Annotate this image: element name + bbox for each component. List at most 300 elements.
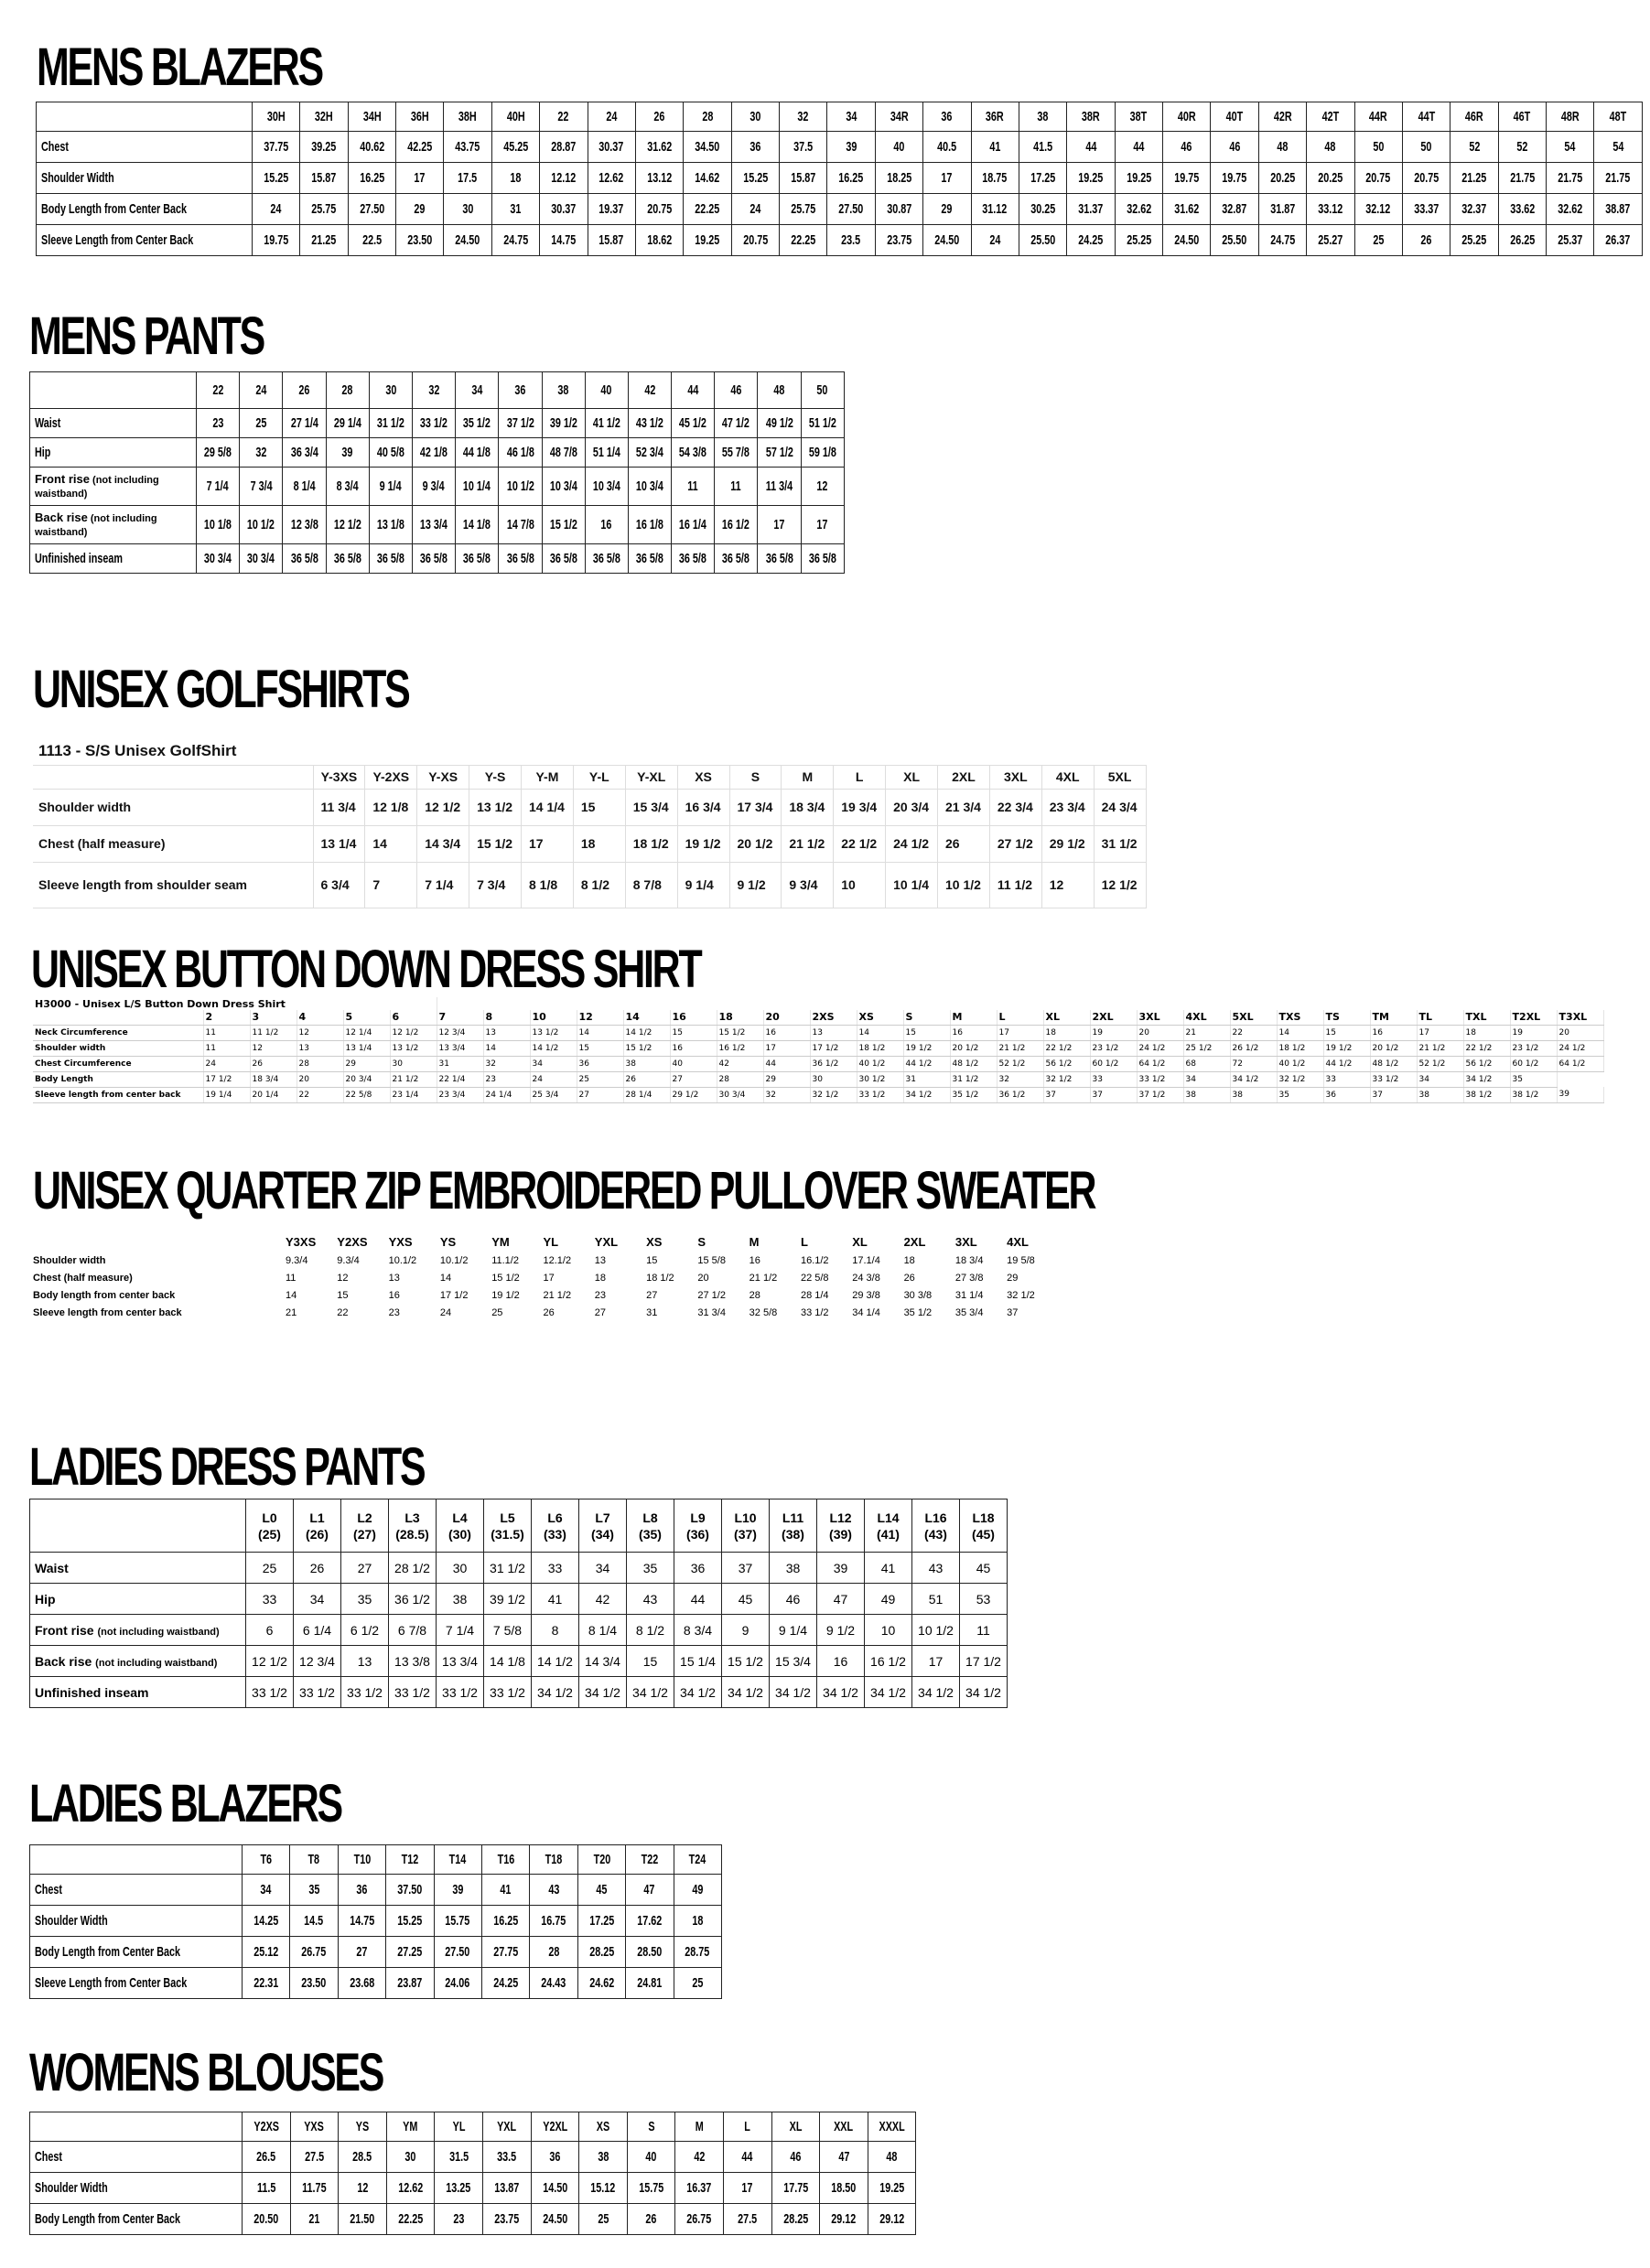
row-label: Shoulder width: [33, 789, 313, 825]
header-row: [30, 1845, 722, 1875]
value-cell: 15: [903, 1025, 950, 1040]
value-cell-text: 17.25: [588, 1913, 614, 1929]
dress-shirt-table: [33, 997, 1604, 1103]
size-header-text: 38R: [1082, 109, 1100, 124]
value-cell: [1211, 225, 1258, 256]
value-cell: [290, 2142, 339, 2173]
value-cell-text: 30 3/4: [247, 551, 275, 566]
size-header-text: 36: [941, 109, 953, 124]
size-header: [300, 102, 348, 132]
value-cell-text: 28.25: [588, 1944, 614, 1960]
value-cell-text: 29: [941, 201, 953, 217]
value-cell-text: 24.50: [1174, 232, 1200, 248]
row-label: [37, 225, 253, 256]
value-cell: 12 1/2: [417, 789, 469, 825]
value-cell: [684, 132, 731, 163]
value-cell: [369, 506, 412, 544]
value-cell: [1258, 194, 1306, 225]
value-cell: [542, 468, 585, 506]
value-cell: 21 3/4: [938, 789, 990, 825]
size-header: [912, 1499, 960, 1553]
value-cell-text: 38.87: [1605, 201, 1631, 217]
size-header: [412, 372, 455, 409]
table-title: H3000 - Unisex L/S Button Down Dress Shirt: [33, 997, 437, 1010]
value-cell: [801, 544, 844, 574]
size-header: [771, 2112, 820, 2142]
value-cell: [338, 1968, 385, 1999]
value-cell-text: 20.25: [1318, 170, 1343, 186]
value-cell: [1450, 163, 1498, 194]
value-cell-text: 30 3/4: [204, 551, 232, 566]
value-cell: 24: [439, 1306, 452, 1318]
value-cell-text: 13 1/8: [376, 517, 404, 532]
value-cell: 17 1/2: [203, 1071, 250, 1087]
value-cell: [348, 132, 395, 163]
value-cell: 22 1/4: [437, 1071, 483, 1087]
value-cell: [715, 468, 758, 506]
value-cell: 18 3/4: [954, 1254, 984, 1266]
value-cell: [290, 1937, 338, 1968]
size-header: [456, 372, 499, 409]
value-cell: 44 1/2: [903, 1056, 950, 1071]
value-cell-text: 18.25: [886, 170, 911, 186]
value-cell: 20 3/4: [886, 789, 938, 825]
row-label-text: Shoulder Width: [41, 170, 114, 186]
value-cell: [758, 544, 801, 574]
value-cell: 9: [722, 1615, 770, 1646]
row-label-text: Chest: [41, 139, 70, 155]
value-cell-text: 29 1/4: [333, 415, 361, 431]
value-cell: 17.1/4: [852, 1254, 880, 1266]
value-cell: [491, 225, 539, 256]
value-cell: 14: [439, 1272, 452, 1284]
value-cell: 26: [250, 1056, 297, 1071]
value-cell: 21 1/2: [997, 1040, 1043, 1056]
table-row: [33, 1252, 1058, 1269]
value-cell: 23 1/4: [390, 1087, 437, 1102]
value-cell: 14 3/4: [417, 825, 469, 862]
size-header-text: 40T: [1225, 109, 1244, 124]
size-header-text: Y2XS: [253, 2119, 279, 2134]
value-cell: 19: [1090, 1025, 1137, 1040]
value-cell: 34 1/2: [1230, 1071, 1277, 1087]
value-cell-text: 30.37: [599, 139, 624, 155]
size-header: Y-XS: [417, 765, 469, 789]
value-cell-text: 14 7/8: [506, 517, 534, 532]
value-cell-text: 15.75: [639, 2180, 664, 2196]
value-cell: 12 1/2: [390, 1025, 437, 1040]
value-cell: [1547, 225, 1594, 256]
value-cell-text: 41: [500, 1882, 512, 1897]
value-cell: [197, 409, 240, 438]
row-label: [30, 438, 197, 468]
value-cell-text: 39: [341, 445, 353, 460]
size-header: 3: [250, 1010, 297, 1025]
value-cell: 31 1/4: [954, 1289, 984, 1301]
value-cell: 17: [763, 1040, 810, 1056]
size-header-text: 48R: [1560, 109, 1580, 124]
value-cell: 16: [763, 1025, 810, 1040]
value-cell: [1450, 132, 1498, 163]
value-cell-text: 22.25: [398, 2211, 424, 2227]
row-label: Body length from center back: [33, 1289, 176, 1301]
row-label: Chest (half measure): [33, 1272, 133, 1284]
value-cell: [801, 409, 844, 438]
value-cell: 39 1/2: [484, 1584, 532, 1615]
value-cell: 17 1/2: [439, 1289, 469, 1301]
value-cell: [243, 2142, 291, 2173]
size-header: 4XL: [1183, 1010, 1230, 1025]
value-cell-text: 16.25: [493, 1913, 519, 1929]
value-cell: 33 1/2: [800, 1306, 829, 1318]
value-cell: 33 1/2: [389, 1677, 437, 1708]
value-cell: 27: [670, 1071, 717, 1087]
value-cell-text: 18.50: [831, 2180, 857, 2196]
size-header-text: 42: [643, 382, 655, 398]
size-header: 2XL: [903, 1234, 926, 1249]
size-header: [820, 2112, 868, 2142]
value-cell: 13: [341, 1646, 389, 1677]
size-header-text: 46T: [1513, 109, 1531, 124]
value-cell: 22 5/8: [343, 1087, 390, 1102]
value-cell: 38: [623, 1056, 670, 1071]
value-cell: 23 1/2: [1510, 1040, 1557, 1056]
value-cell-text: 48: [1324, 139, 1336, 155]
value-cell: 21: [286, 1306, 297, 1318]
value-cell-text: 54: [1564, 139, 1576, 155]
value-cell: [326, 506, 369, 544]
value-cell: [1498, 194, 1546, 225]
row-label: [30, 1937, 243, 1968]
value-cell: 16 3/4: [677, 789, 729, 825]
size-header: 20: [763, 1010, 810, 1025]
value-cell-text: 21.75: [1509, 170, 1535, 186]
value-cell: 30 1/2: [857, 1071, 903, 1087]
value-cell: [585, 468, 628, 506]
value-cell: 34 1/2: [579, 1677, 627, 1708]
value-cell: [715, 438, 758, 468]
value-cell-text: 25: [255, 415, 267, 431]
value-cell-text: 21.50: [350, 2211, 375, 2227]
value-cell-text: 30: [462, 201, 474, 217]
value-cell: 19 1/2: [491, 1289, 520, 1301]
header-corner: [33, 1231, 286, 1252]
value-cell: [715, 506, 758, 544]
size-header: [674, 1845, 721, 1875]
size-header: [437, 1499, 484, 1553]
value-cell: [588, 225, 635, 256]
value-cell-text: 10 1/2: [247, 517, 275, 532]
value-cell: [1211, 163, 1258, 194]
value-cell: [283, 409, 326, 438]
size-number: (25): [258, 1526, 281, 1542]
value-cell: 9 3/4: [782, 862, 834, 908]
value-cell: 28: [749, 1289, 760, 1301]
value-cell: [386, 2204, 435, 2235]
value-cell-text: 35 1/2: [463, 415, 491, 431]
value-cell-text: 36 5/8: [679, 551, 707, 566]
value-cell: [715, 544, 758, 574]
value-cell: [628, 438, 671, 468]
value-cell: [1354, 225, 1402, 256]
value-cell: 14 1/2: [532, 1646, 579, 1677]
size-header: TS: [1323, 1010, 1370, 1025]
value-cell: 12.1/2: [543, 1254, 572, 1266]
value-cell: [197, 544, 240, 574]
value-cell: 13: [483, 1025, 530, 1040]
value-cell-text: 52: [1468, 139, 1480, 155]
value-cell-text: 36 5/8: [635, 551, 663, 566]
value-cell-text: 35: [308, 1882, 320, 1897]
row-label-note: (not including waistband): [35, 474, 159, 500]
row-label: Body Length: [33, 1071, 203, 1087]
value-cell: 32 1/2: [1007, 1289, 1035, 1301]
value-cell: [542, 438, 585, 468]
value-cell: [1498, 225, 1546, 256]
row-label: [37, 132, 253, 163]
value-cell: [412, 506, 455, 544]
value-cell-text: 29 5/8: [204, 445, 232, 460]
size-header: [434, 1845, 481, 1875]
value-cell: 34 1/2: [1463, 1071, 1510, 1087]
value-cell-text: 21.75: [1605, 170, 1631, 186]
value-cell-text: 46: [1229, 139, 1241, 155]
value-cell: 29 3/8: [852, 1289, 880, 1301]
value-cell: 18 1/2: [1277, 1040, 1323, 1056]
value-cell: [499, 409, 542, 438]
size-header-text: T20: [593, 1852, 610, 1867]
value-cell-text: 33.12: [1318, 201, 1343, 217]
value-cell: [827, 225, 875, 256]
value-cell-text: 36: [750, 139, 761, 155]
row-label-text: Waist: [35, 1560, 69, 1575]
value-cell: [481, 1906, 529, 1937]
value-cell: [579, 2173, 628, 2204]
value-cell-text: 25: [597, 2211, 609, 2227]
value-cell: [780, 132, 827, 163]
value-cell: 34: [294, 1584, 341, 1615]
header-corner: [30, 372, 197, 409]
value-cell-text: 26.37: [1605, 232, 1631, 248]
value-cell: [531, 2204, 579, 2235]
value-cell: [875, 194, 922, 225]
value-cell-text: 48: [1277, 139, 1289, 155]
value-cell: [780, 163, 827, 194]
row-label-text: Unfinished inseam: [35, 1684, 149, 1700]
row-label-text: Sleeve Length from Center Back: [41, 232, 194, 248]
size-header-text: 32H: [315, 109, 333, 124]
size-header: YL: [543, 1234, 559, 1249]
value-cell-text: 8 1/4: [293, 478, 316, 494]
size-header: Y2XS: [337, 1234, 368, 1249]
value-cell: [827, 132, 875, 163]
value-cell-text: 14.25: [253, 1913, 279, 1929]
value-cell: 13 1/2: [469, 789, 522, 825]
value-cell: [923, 194, 971, 225]
value-cell: [628, 409, 671, 438]
header-row: [33, 1231, 1058, 1252]
value-cell-text: 14 1/8: [463, 517, 491, 532]
value-cell: [675, 2204, 724, 2235]
value-cell: [635, 194, 683, 225]
value-cell: [396, 132, 444, 163]
value-cell-text: 37 1/2: [506, 415, 534, 431]
value-cell: 8 1/2: [573, 862, 625, 908]
size-header: Y-XL: [625, 765, 677, 789]
size-number: (39): [829, 1526, 852, 1542]
size-header: TM: [1370, 1010, 1417, 1025]
size-header-text: 24: [606, 109, 618, 124]
value-cell-text: 8 3/4: [336, 478, 359, 494]
value-cell-text: 17.25: [1030, 170, 1056, 186]
value-cell: [1402, 225, 1450, 256]
value-cell-text: 44 1/8: [463, 445, 491, 460]
value-cell: 19 1/4: [203, 1087, 250, 1102]
value-cell: [499, 544, 542, 574]
value-cell: 33: [1090, 1071, 1137, 1087]
value-cell: 14 1/2: [530, 1040, 577, 1056]
value-cell: [626, 1968, 674, 1999]
value-cell: [758, 438, 801, 468]
value-cell-text: 36 5/8: [549, 551, 577, 566]
value-cell-text: 33.37: [1414, 201, 1440, 217]
value-cell: [1019, 132, 1066, 163]
value-cell-text: 24.25: [493, 1975, 519, 1991]
row-label: [30, 2142, 243, 2173]
ladies-pants-table: [29, 1499, 1008, 1708]
value-cell: 32 1/2: [1277, 1071, 1323, 1087]
value-cell: [1450, 194, 1498, 225]
value-cell-text: 36 5/8: [722, 551, 750, 566]
size-header-text: 36H: [410, 109, 429, 124]
value-cell: 29: [343, 1056, 390, 1071]
size-header: [396, 102, 444, 132]
value-cell: 35: [1510, 1071, 1557, 1087]
size-header: 5XL: [1094, 765, 1146, 789]
value-cell: 64 1/2: [1137, 1056, 1183, 1071]
size-header: XS: [677, 765, 729, 789]
value-cell-text: 27.5: [738, 2211, 758, 2227]
value-cell: [1115, 163, 1162, 194]
value-cell: 11.1/2: [491, 1254, 519, 1266]
row-label: [30, 468, 197, 506]
value-cell-text: 24.62: [588, 1975, 614, 1991]
value-cell: [530, 1937, 577, 1968]
value-cell: [672, 544, 715, 574]
header-row: [33, 1010, 1603, 1025]
size-number: (33): [544, 1526, 566, 1542]
value-cell: 21 1/2: [390, 1071, 437, 1087]
value-cell-text: 19.75: [1222, 170, 1247, 186]
value-cell: 34 1/2: [817, 1677, 865, 1708]
value-cell: 49: [865, 1584, 912, 1615]
size-header: [827, 102, 875, 132]
value-cell: 37: [722, 1553, 770, 1584]
value-cell: [386, 1937, 434, 1968]
value-cell-text: 15.12: [590, 2180, 616, 2196]
table-row: [30, 2142, 916, 2173]
value-cell: 22 5/8: [800, 1272, 829, 1284]
size-header: 3XL: [954, 1234, 977, 1249]
value-cell: 21 1/2: [543, 1289, 572, 1301]
value-cell-text: 44: [1133, 139, 1145, 155]
value-cell: 8 1/8: [522, 862, 574, 908]
header-row: [30, 1499, 1008, 1553]
size-header-text: 48T: [1609, 109, 1627, 124]
value-cell: [672, 409, 715, 438]
size-header-text: 40R: [1177, 109, 1196, 124]
value-cell: [243, 2173, 291, 2204]
size-header: [283, 372, 326, 409]
value-cell-text: 36 5/8: [808, 551, 836, 566]
value-cell-text: 17: [773, 517, 785, 532]
size-header-text: 42R: [1273, 109, 1292, 124]
value-cell: [868, 2173, 916, 2204]
header-corner: [33, 765, 313, 789]
value-cell: 31: [646, 1306, 658, 1318]
size-header: 16: [670, 1010, 717, 1025]
value-cell: [971, 194, 1019, 225]
value-cell: [338, 1906, 385, 1937]
value-cell: 18: [903, 1254, 915, 1266]
size-header: [326, 372, 369, 409]
value-cell-text: 7 1/4: [207, 478, 230, 494]
value-cell: 30: [390, 1056, 437, 1071]
value-cell-text: 22.25: [695, 201, 720, 217]
table-row: [33, 1269, 1058, 1286]
value-cell: 11 1/2: [989, 862, 1041, 908]
value-cell-text: 25.27: [1318, 232, 1343, 248]
value-cell: 11 1/2: [250, 1025, 297, 1040]
value-cell-text: 24.50: [934, 232, 960, 248]
value-cell: [540, 194, 588, 225]
size-header: [243, 2112, 291, 2142]
value-cell-text: 27 1/4: [290, 415, 318, 431]
womens-blouses-title: WOMENS BLOUSES: [29, 2043, 383, 2102]
size-header: [577, 1845, 625, 1875]
value-cell-text: 13.25: [446, 2180, 471, 2196]
size-code: L0: [262, 1510, 277, 1525]
value-cell: 14: [577, 1025, 623, 1040]
value-cell: 11: [960, 1615, 1008, 1646]
size-code: L1: [309, 1510, 325, 1525]
value-cell: 39: [1557, 1087, 1603, 1102]
value-cell-text: 24: [750, 201, 761, 217]
table-row: [33, 862, 1146, 908]
value-cell: [1594, 194, 1643, 225]
size-header: [540, 102, 588, 132]
value-cell: 34: [530, 1056, 577, 1071]
value-cell: [674, 1968, 721, 1999]
value-cell: 48 1/2: [1370, 1056, 1417, 1071]
value-cell: 19 5/8: [1007, 1254, 1035, 1266]
row-label-text: Chest: [35, 2149, 63, 2165]
value-cell: [1115, 194, 1162, 225]
row-label: Neck Circumference: [33, 1025, 203, 1040]
size-header: [530, 1845, 577, 1875]
value-cell-text: 32.62: [1558, 201, 1583, 217]
value-cell-text: 23.87: [397, 1975, 423, 1991]
value-cell: [1547, 194, 1594, 225]
value-cell-text: 49 1/2: [765, 415, 793, 431]
header-row: [30, 372, 845, 409]
value-cell-text: 9 3/4: [423, 478, 446, 494]
value-cell-text: 37.5: [793, 139, 814, 155]
value-cell-text: 11: [730, 478, 742, 494]
size-header-text: 44: [687, 382, 699, 398]
value-cell-text: 14.50: [542, 2180, 567, 2196]
value-cell: 44: [763, 1056, 810, 1071]
